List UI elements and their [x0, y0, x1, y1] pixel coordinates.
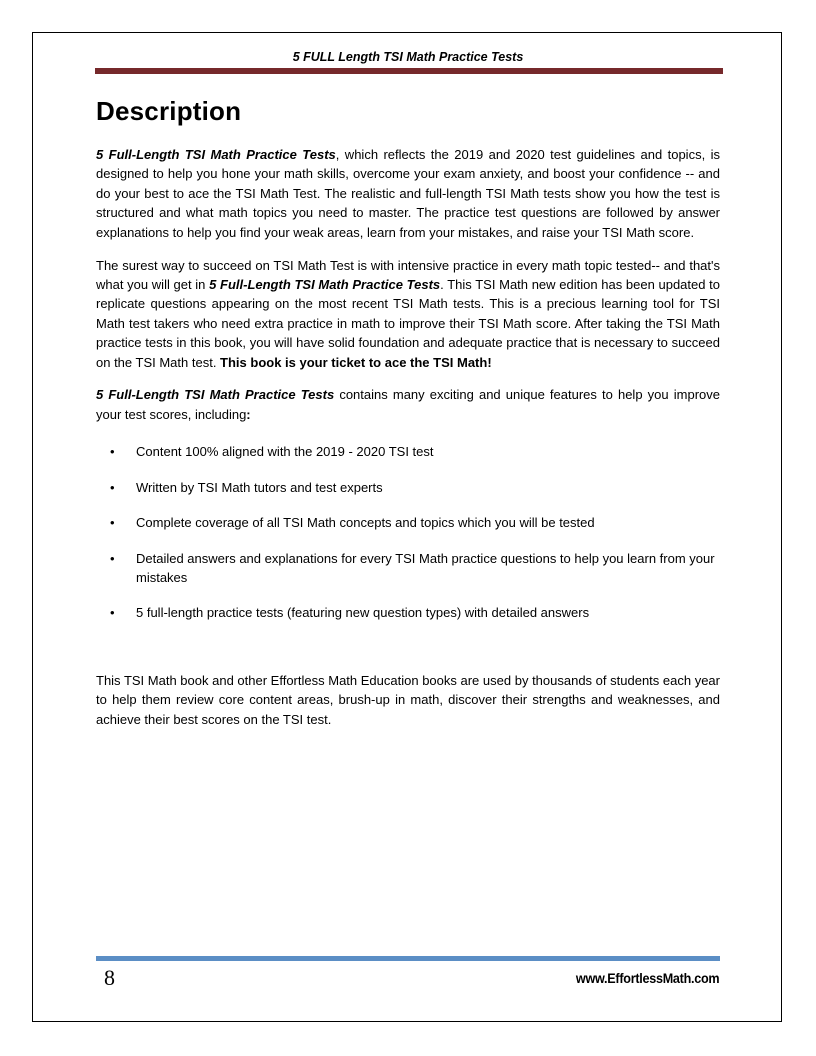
list-item-text: Written by TSI Math tutors and test experts [136, 479, 383, 495]
paragraph-intro [96, 145, 720, 242]
paragraph-practice [96, 256, 720, 372]
list-item [96, 478, 720, 497]
feature-list [96, 442, 720, 622]
closing-bold-text: This book is your ticket to ace the TSI Math! [220, 354, 492, 370]
paragraph-text: contains many exciting and unique features to help you improve your test scores, including [96, 387, 720, 422]
book-title-italic: 5 Full-Length TSI Math Practice Tests [209, 276, 441, 292]
list-item [96, 442, 720, 461]
list-item-text: Detailed answers and explanations for every TSI Math practice questions to help you learn from your mistakes [136, 550, 715, 585]
running-header: 5 FULL Length TSI Math Practice Tests [292, 50, 524, 64]
website-url: www.EffortlessMath.com [575, 970, 719, 986]
page-title: Description [96, 96, 242, 126]
page-number: 8 [104, 965, 115, 990]
body-content [96, 145, 720, 742]
bullet-icon: • [110, 479, 115, 495]
list-item-text: Complete coverage of all TSI Math concepts and topics which you will be tested [136, 515, 595, 531]
book-title-italic: 5 Full-Length TSI Math Practice Tests [96, 147, 336, 162]
list-item [96, 513, 720, 532]
bullet-icon: • [110, 605, 115, 621]
list-item-text: 5 full-length practice tests (featuring new question types) with detailed answers [136, 605, 590, 621]
book-title-italic: 5 Full-Length TSI Math Practice Tests [96, 387, 335, 403]
list-item [96, 603, 720, 622]
bullet-icon: • [110, 444, 115, 460]
paragraph-text: The surest way to succeed on TSI Math Test is with intensive practice in every math topic tested-- and that's what you will get in [96, 257, 720, 292]
bullet-icon: • [110, 515, 115, 531]
list-item-text: Content 100% aligned with the 2019 - 2020 TSI test [136, 444, 434, 460]
paragraph-text: . This TSI Math new edition has been updated to replicate questions appearing on the most recent TSI Math tests. This is a precious learning tool for TSI Math test takers who need extra practice in math to improve their TSI Math score. After taking the TSI Math practice tests in this book, you will have solid foundation and adequate practice that is necessary to succeed on the TSI Math test. [96, 276, 721, 370]
paragraph-text: , which reflects the 2019 and 2020 test guidelines and topics, is designed to help you hone your math skills, overcome your exam anxiety, and boost your confidence -- and do your best to ace the TSI Math Test. The realistic and full-length TSI Math tests show you how the test is structured and what math topics you need to master. The practice test questions are followed by answer explanations to help you find your weak areas, learn from your mistakes, and raise your TSI Math score. [96, 147, 720, 240]
footer-rule [96, 956, 720, 961]
list-item [96, 549, 720, 588]
bullet-icon: • [110, 550, 115, 566]
colon: : [246, 406, 251, 422]
paragraph-features-intro [96, 385, 720, 424]
paragraph-closing: This TSI Math book and other Effortless Math Education books are used by thousands of students each year to help them review core content areas, brush-up in math, discover their strengths and weaknesses, and achieve their best scores on the TSI test. [96, 672, 720, 727]
header-rule [95, 68, 723, 74]
